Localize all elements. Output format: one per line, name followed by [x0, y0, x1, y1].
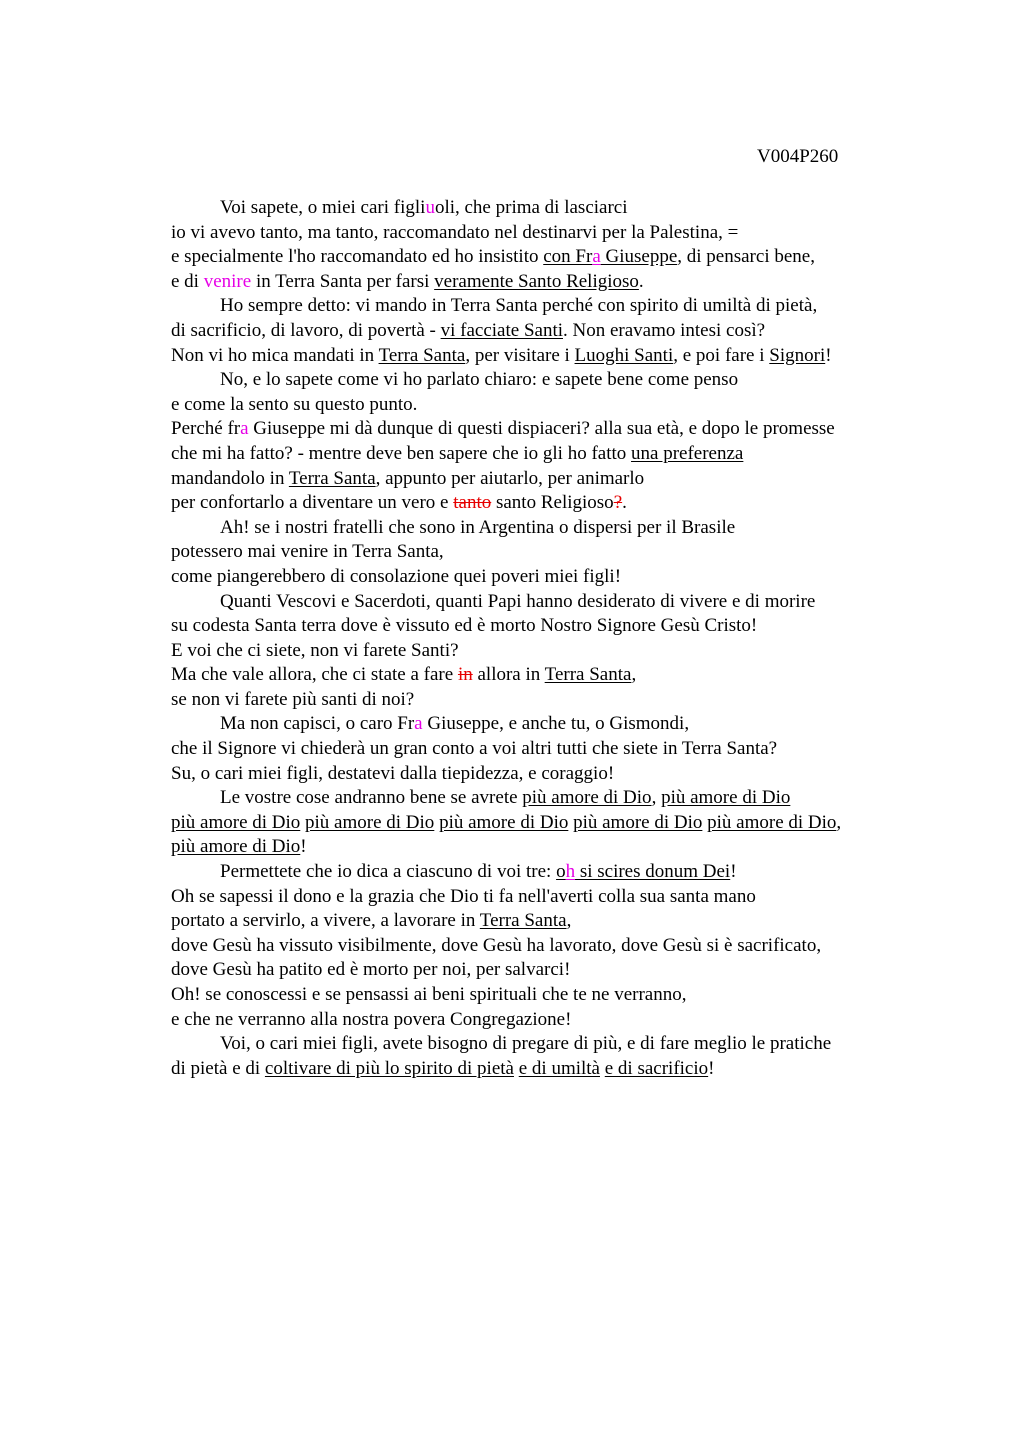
page-identifier: V004P260 [757, 146, 839, 167]
text-segment: Voi sapete, o miei cari figli [220, 197, 426, 218]
underlined-text: e di sacrificio [604, 1057, 709, 1079]
text-line [171, 885, 931, 910]
text-segment: santo Religioso [491, 492, 614, 514]
text-segment: ! [300, 836, 307, 858]
underlined-text: coltivare di più lo spirito di pietà [264, 1057, 514, 1079]
underlined-text: più amore di Dio [171, 811, 301, 833]
text-line [171, 712, 931, 737]
text-line [171, 516, 931, 541]
text-line [171, 344, 931, 369]
text-segment: ! [708, 1057, 715, 1079]
text-line [171, 1008, 931, 1033]
text-line [171, 294, 931, 319]
text-line [171, 934, 931, 959]
text-line [171, 590, 931, 615]
text-line [171, 1032, 931, 1057]
inserted-text: a [414, 713, 423, 735]
underlined-text: veramente Santo Religioso [434, 270, 639, 292]
inserted-text: a [240, 418, 249, 440]
underlined-text: Terra Santa [544, 664, 632, 686]
text-line [171, 835, 931, 860]
inserted-text: venire [203, 270, 252, 292]
text-segment: Giuseppe mi dà dunque di questi dispiaceri? alla sua età, e dopo le promesse [248, 418, 835, 440]
text-segment: . Non eravamo intesi così? [563, 319, 766, 341]
deleted-text: in [457, 664, 473, 686]
text-line [171, 221, 931, 246]
underlined-text: più amore di Dio [707, 811, 837, 833]
text-segment: su codesta Santa terra dove è vissuto ed è morto Nostro Signore Gesù Cristo! [171, 615, 758, 637]
text-line [171, 491, 931, 516]
underlined-text: una preferenza [631, 442, 744, 464]
text-segment: Ma che vale allora, che ci state a fare [171, 664, 458, 686]
inserted-text: a [592, 246, 601, 268]
text-segment: . [622, 492, 627, 514]
text-segment: , per visitare i [465, 344, 575, 366]
text-segment: Su, o cari miei figli, destatevi dalla tiepidezza, e coraggio! [171, 762, 615, 784]
text-segment: dove Gesù ha vissuto visibilmente, dove Gesù ha lavorato, dove Gesù si è sacrificato, [171, 934, 822, 956]
text-segment: , e poi fare i [673, 344, 770, 366]
text-segment: Oh se sapessi il dono e la grazia che Dio ti fa nell'averti colla sua santa mano [171, 885, 756, 907]
text-line [171, 786, 931, 811]
text-segment: se non vi farete più santi di noi? [171, 688, 415, 710]
text-segment: in Terra Santa per farsi [251, 270, 435, 292]
text-line [171, 737, 931, 762]
underlined-text: più amore di Dio [305, 811, 435, 833]
underlined-text: Terra Santa [288, 467, 376, 489]
underlined-text: Terra Santa [479, 910, 567, 932]
underlined-text: Luoghi Santi [574, 344, 674, 366]
text-segment: io vi avevo tanto, ma tanto, raccomandato nel destinarvi per la Palestina, = [171, 221, 739, 243]
text-line [171, 442, 931, 467]
text-line [171, 196, 931, 221]
text-segment: di pietà e di [171, 1057, 265, 1079]
text-line [171, 393, 931, 418]
underlined-text: più amore di Dio [573, 811, 703, 833]
text-segment: come piangerebbero di consolazione quei poveri miei figli! [171, 565, 622, 587]
text-segment: Ah! se i nostri fratelli che sono in Argentina o dispersi per il Brasile [220, 516, 736, 538]
text-segment: Permettete che io dica a ciascuno di voi tre: [220, 861, 557, 883]
inserted-text: u [425, 197, 435, 218]
text-line [171, 688, 931, 713]
text-segment: e come la sento su questo punto. [171, 393, 418, 415]
text-line [171, 639, 931, 664]
text-segment: Perché fr [171, 418, 241, 440]
text-segment: , appunto per aiutarlo, per animarlo [375, 467, 645, 489]
text-segment: ! [825, 344, 832, 366]
text-line [171, 663, 931, 688]
text-line [171, 540, 931, 565]
text-line [171, 245, 931, 270]
underlined-text: Giuseppe [600, 246, 678, 268]
text-segment: Ma non capisci, o caro Fr [220, 713, 415, 735]
text-line [171, 909, 931, 934]
underlined-text: e di umiltà [518, 1057, 600, 1079]
text-segment: e che ne verranno alla nostra povera Congregazione! [171, 1008, 572, 1030]
text-segment: Non vi ho mica mandati in [171, 344, 379, 366]
text-line [171, 958, 931, 983]
text-segment: Oh! se conoscessi e se pensassi ai beni spirituali che te ne verranno, [171, 984, 687, 1005]
text-line [171, 983, 931, 1008]
underlined-text: si scires donum Dei [575, 861, 731, 883]
text-segment: , [566, 910, 572, 932]
underlined-text: con Fr [543, 246, 593, 268]
text-line [171, 270, 931, 295]
text-segment: , [651, 787, 662, 809]
text-line [171, 614, 931, 639]
text-segment: mandandolo in [171, 467, 289, 489]
text-segment: allora in [472, 664, 545, 686]
text-line [171, 811, 931, 836]
underlined-text: più amore di Dio [522, 787, 652, 809]
text-line [171, 368, 931, 393]
text-segment: , di pensarci bene, [677, 246, 815, 268]
text-segment: Ho sempre detto: vi mando in Terra Santa perché con spirito di umiltà di pietà, [220, 295, 818, 317]
underlined-text: o [556, 861, 566, 883]
underlined-text: Signori [769, 344, 826, 366]
text-segment: E voi che ci siete, non vi farete Santi? [171, 639, 459, 661]
text-segment: potessero mai venire in Terra Santa, [171, 541, 444, 563]
text-segment: Voi, o cari miei figli, avete bisogno di pregare di più, e di fare meglio le pratiche [220, 1033, 832, 1055]
text-segment: Quanti Vescovi e Sacerdoti, quanti Papi hanno desiderato di vivere e di morire [220, 590, 816, 612]
text-segment: , [631, 664, 637, 686]
underlined-text: più amore di Dio [171, 836, 301, 858]
text-segment: che mi ha fatto? - mentre deve ben sapere che io gli ho fatto [171, 442, 632, 464]
text-segment: Le vostre cose andranno bene se avrete [220, 787, 523, 809]
text-line [171, 860, 931, 885]
underlined-text: Terra Santa [378, 344, 466, 366]
text-segment: ! [730, 861, 737, 883]
text-segment: portato a servirlo, a vivere, a lavorare in [171, 910, 480, 932]
deleted-text: ? [613, 492, 623, 514]
text-segment: che il Signore vi chiederà un gran conto a voi altri tutti che siete in Terra Santa? [171, 738, 778, 760]
text-line [171, 319, 931, 344]
text-segment: . [638, 270, 644, 292]
underlined-text: vi facciate Santi [440, 319, 563, 341]
letter-body [171, 196, 931, 1081]
text-line [171, 762, 931, 787]
text-segment: e specialmente l'ho raccomandato ed ho insistito [171, 246, 544, 268]
text-segment: di sacrificio, di lavoro, di povertà - [171, 319, 441, 341]
text-line [171, 1057, 931, 1082]
underlined-text: più amore di Dio [661, 787, 791, 809]
text-segment: dove Gesù ha patito ed è morto per noi, per salvarci! [171, 959, 571, 981]
text-line [171, 565, 931, 590]
text-segment: No, e lo sapete come vi ho parlato chiaro: e sapete bene come penso [220, 369, 739, 391]
deleted-text: tanto [453, 492, 492, 514]
text-line [171, 467, 931, 492]
text-segment: Giuseppe, e anche tu, o Gismondi, [422, 713, 690, 735]
text-segment: , [836, 811, 842, 833]
text-segment: oli, che prima di lasciarci [434, 197, 628, 218]
inserted-text: h [565, 861, 576, 883]
text-segment: per confortarlo a diventare un vero e [171, 492, 454, 514]
text-line [171, 417, 931, 442]
text-segment: e di [171, 270, 204, 292]
underlined-text: più amore di Dio [439, 811, 569, 833]
